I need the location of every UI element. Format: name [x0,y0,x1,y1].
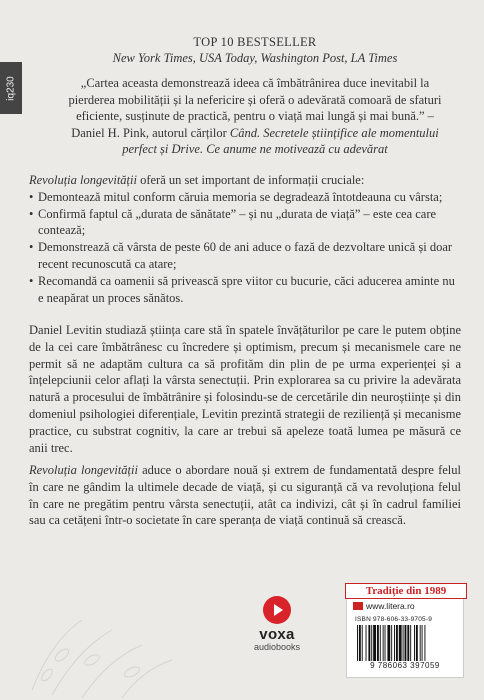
publisher-logo [252,596,302,652]
description-paragraph: Daniel Levitin studiază știința care stă în spatele învățăturilor pe care le putem obține de la cei care îmbătrânesc cu încredere și optimism, precum și mecanismele care ne permit să ne adaptăm cultura ca să profităm din plin de pe urma experienței și a înțelepciunii celor aflați la vârsta senectuții. Prin explorarea sa cu privire la adevărata natură a procesului de îmbătrânire și folosindu-se de cercetările din neuroștiințe și din domeniul psihologiei diferențiale, Levitin prezintă strategii de reziliență și mecanisme practice, cu substrat cognitiv, la care ar trebui să apeleze toată lumea pe măsură ce anii trec. [29,323,461,455]
website-url: www.litera.ro [366,601,415,611]
header [80,34,430,66]
book-title: Revoluția longevității [29,463,138,477]
closing-rest: aduce o abordare nouă și extrem de fundamentată despre felul în care ne gândim la ultimele decade de viață, și cu siguranță că va revoluționa felul în care ne pregătim pentru vârsta senectuții, atât ca indivizi, cât și în cadrul familiei sau ca cetățeni într-o societate în care speranța de viață continuă să crească. [29,463,461,528]
bestseller-label: TOP 10 BESTSELLER [193,35,317,49]
logo-subtitle: audiobooks [253,642,301,652]
barcode-panel [346,585,464,678]
barcode-icon [357,625,453,661]
collection-label: iq230 [0,62,22,114]
newspapers-list: New York Times, USA Today, Washington Post, LA Times [112,51,398,65]
list-item: • Recomandă ca oamenii să privească spre viitor cu bucurie, căci aducerea aminte nu e neapărat un proces sănătos. [29,273,461,307]
play-icon [263,596,291,624]
closing-paragraph [29,462,461,529]
list-item: • Demontează mitul conform căruia memoria se degradează întotdeauna cu vârsta; [29,189,461,206]
list-item: • Demonstrează că vârsta de peste 60 de ani aduce o fază de dezvoltare unică și doar recent recunoscută ca atare; [29,239,461,273]
endorsement-quote [60,75,450,158]
litera-logo-icon [353,602,363,610]
intro-rest: oferă un set important de informații cruciale: [136,173,365,187]
tradition-label: Tradiție din 1989 [345,583,467,599]
logo-brand: voxa [259,626,295,643]
ean-number: 9 786063 397059 [370,661,440,670]
isbn: ISBN 978-606-33-9705-9 [355,616,433,623]
book-title: Revoluția longevității [29,173,137,187]
quote-text: „Cartea aceasta demonstrează ideea că îmbătrânirea duce inevitabil la pierderea mobilității și la nefericire și oferă o adevărată comoară de sfaturi eficiente, susținute de practică, pentru o viață mai lungă și mai bună.” – Daniel H. Pink, autorul cărților [68,76,442,140]
intro-lead [29,172,461,189]
leaf-pattern-decoration [22,600,222,700]
website [353,601,415,611]
benefits-list [29,189,461,307]
intro-section [29,172,461,306]
list-item: • Confirmă faptul că „durata de sănătate” – și nu „durata de viață” – este cea care contează; [29,206,461,240]
quote-books: Când. Secretele științifice ale momentului perfect și Drive. Ce anume ne motivează cu adevărat [122,125,439,156]
